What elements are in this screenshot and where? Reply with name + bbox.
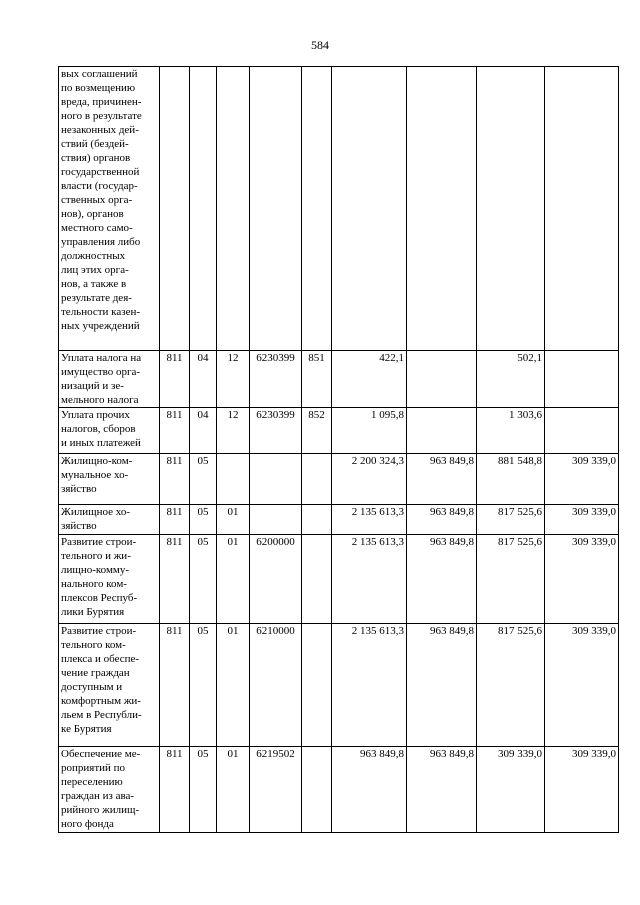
table-row: [59, 67, 619, 351]
admin-code: 811: [160, 351, 190, 408]
table-row: [59, 747, 619, 833]
row-name: Жилищное хо- зяйство: [59, 505, 160, 535]
row-name: вых соглашений по возмещению вреда, причинен- ного в результате незаконных дей- ствий (бездей- ствия) органов государственной власти (государ- ственных орга- нов), органов местного само- управления либо должностных лиц этих орга- нов, а также в результате дея- тельности казен- ных учреждений: [59, 67, 160, 351]
target-article-code: [250, 454, 302, 505]
row-name: Развитие строи- тельного ком- плекса и обеспе- чение граждан доступным и комфортным жи- льем в Республи- ке Бурятия: [59, 624, 160, 747]
subsection-code: 12: [217, 351, 250, 408]
amount-1: 2 135 613,3: [332, 505, 407, 535]
amount-1: 1 095,8: [332, 408, 407, 454]
target-article-code: 6210000: [250, 624, 302, 747]
admin-code: 811: [160, 408, 190, 454]
table-row: [59, 624, 619, 747]
section-code: [190, 67, 217, 351]
target-article-code: 6200000: [250, 535, 302, 624]
target-article-code: 6230399: [250, 408, 302, 454]
target-article-code: 6230399: [250, 351, 302, 408]
amount-1: 963 849,8: [332, 747, 407, 833]
amount-2: 963 849,8: [407, 747, 477, 833]
section-code: 05: [190, 454, 217, 505]
row-name: Уплата прочих налогов, сборов и иных платежей: [59, 408, 160, 454]
amount-4: [545, 351, 619, 408]
admin-code: 811: [160, 454, 190, 505]
amount-4: [545, 67, 619, 351]
section-code: 05: [190, 624, 217, 747]
amount-2: [407, 408, 477, 454]
expense-type-code: [302, 747, 332, 833]
row-name: Уплата налога на имущество орга- низаций и зе- мельного налога: [59, 351, 160, 408]
amount-4: 309 339,0: [545, 505, 619, 535]
section-code: 05: [190, 535, 217, 624]
table-row: [59, 454, 619, 505]
page-number: 584: [311, 38, 329, 52]
amount-1: 2 135 613,3: [332, 624, 407, 747]
expense-type-code: [302, 505, 332, 535]
amount-3: 817 525,6: [477, 505, 545, 535]
expense-type-code: [302, 67, 332, 351]
amount-4: 309 339,0: [545, 624, 619, 747]
amount-2: 963 849,8: [407, 505, 477, 535]
target-article-code: [250, 505, 302, 535]
expense-type-code: [302, 535, 332, 624]
amount-4: [545, 408, 619, 454]
amount-1: 2 200 324,3: [332, 454, 407, 505]
budget-table: [58, 66, 619, 833]
admin-code: [160, 67, 190, 351]
expense-type-code: 851: [302, 351, 332, 408]
table-row: [59, 535, 619, 624]
expense-type-code: [302, 624, 332, 747]
amount-3: 309 339,0: [477, 747, 545, 833]
subsection-code: 01: [217, 624, 250, 747]
amount-1: 422,1: [332, 351, 407, 408]
table-row: [59, 351, 619, 408]
row-name: Жилищно-ком- мунальное хо- зяйство: [59, 454, 160, 505]
amount-4: 309 339,0: [545, 747, 619, 833]
expense-type-code: 852: [302, 408, 332, 454]
section-code: 05: [190, 505, 217, 535]
subsection-code: 01: [217, 505, 250, 535]
admin-code: 811: [160, 505, 190, 535]
amount-2: [407, 351, 477, 408]
amount-3: 881 548,8: [477, 454, 545, 505]
section-code: 04: [190, 408, 217, 454]
section-code: 05: [190, 747, 217, 833]
subsection-code: 12: [217, 408, 250, 454]
amount-3: 502,1: [477, 351, 545, 408]
admin-code: 811: [160, 747, 190, 833]
amount-4: 309 339,0: [545, 454, 619, 505]
amount-3: 817 525,6: [477, 535, 545, 624]
amount-4: 309 339,0: [545, 535, 619, 624]
subsection-code: 01: [217, 535, 250, 624]
amount-2: [407, 67, 477, 351]
subsection-code: [217, 67, 250, 351]
admin-code: 811: [160, 535, 190, 624]
amount-3: [477, 67, 545, 351]
row-name: Развитие строи- тельного и жи- лищно-комму- нального ком- плексов Респуб- лики Бурятия: [59, 535, 160, 624]
target-article-code: [250, 67, 302, 351]
admin-code: 811: [160, 624, 190, 747]
amount-3: 1 303,6: [477, 408, 545, 454]
target-article-code: 6219502: [250, 747, 302, 833]
subsection-code: [217, 454, 250, 505]
section-code: 04: [190, 351, 217, 408]
amount-1: 2 135 613,3: [332, 535, 407, 624]
table-row: [59, 408, 619, 454]
amount-2: 963 849,8: [407, 454, 477, 505]
expense-type-code: [302, 454, 332, 505]
row-name: Обеспечение ме- роприятий по переселению граждан из ава- рийного жилищ- ного фонда: [59, 747, 160, 833]
amount-2: 963 849,8: [407, 535, 477, 624]
amount-1: [332, 67, 407, 351]
amount-2: 963 849,8: [407, 624, 477, 747]
subsection-code: 01: [217, 747, 250, 833]
table-row: [59, 505, 619, 535]
amount-3: 817 525,6: [477, 624, 545, 747]
